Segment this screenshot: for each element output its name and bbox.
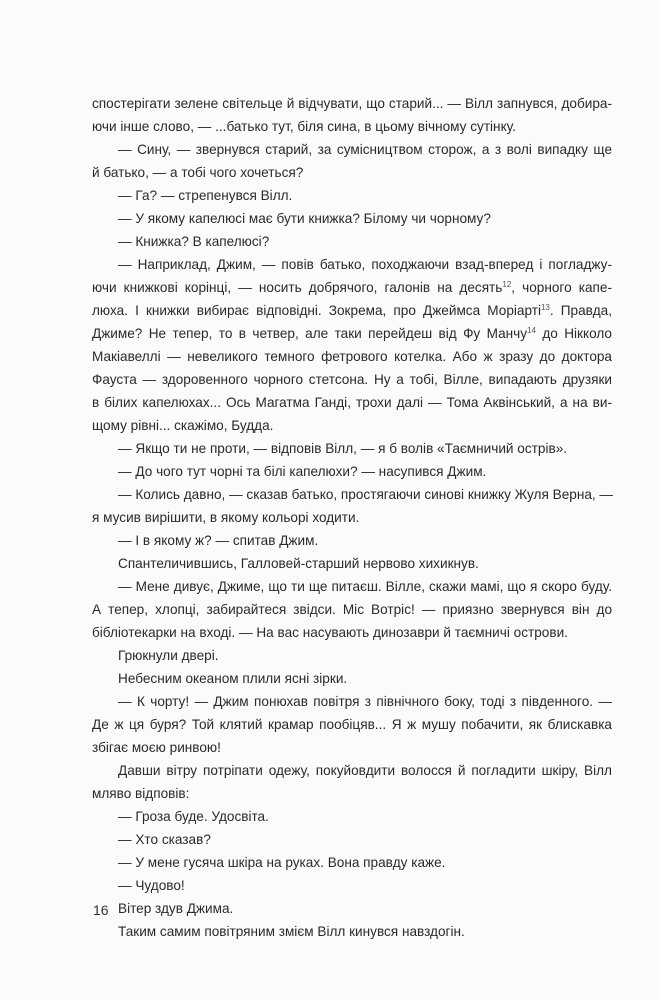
text-line [92, 276, 612, 299]
text-line: Небесним океаном плили ясні зірки. [118, 671, 348, 686]
text-line: — Чудово! [118, 878, 185, 893]
text-line: — До чого тут чорні та білі капелюхи? — насупився Джим. [118, 464, 487, 479]
text-line: — Га? — стрепенувся Вілл. [118, 188, 293, 203]
page-number: 16 [93, 902, 109, 918]
text-line: — У мене гусяча шкіра на руках. Вона правду каже. [118, 855, 446, 870]
text-line: — Мене дивує, Джиме, що ти ще питаєш. Вілле, скажи мамі, що я скоро буду. [118, 579, 612, 594]
text-line: ючи інше слово, — ...батько тут, біля сина, в цьому вічному сутінку. [92, 119, 516, 134]
text-line: — К чорту! — Джим понюхав повітря з північного боку, тоді з південного. — [118, 694, 612, 709]
text-line: Макіавеллі — невеликого темного фетрового котелка. Або ж зразу до доктора [92, 349, 612, 364]
text-fragment: , чорного капе- [511, 280, 612, 295]
text-line [92, 299, 612, 322]
text-line: — Сину, — звернувся старий, за сумісництвом сторож, а з волі випадку ще [118, 142, 612, 157]
text-line: А тепер, хлопці, забирайтеся звідси. Міс Вотріс! — приязно звернувся він до [92, 602, 612, 617]
text-line: Де ж ця буря? Той клятий крамар пообіцяв... Я ж мушу побачити, як блискавка [92, 717, 612, 732]
text-fragment: люха. І книжки вибирає відповідні. Зокрема, про Джеймса Моріарті [92, 303, 541, 318]
text-fragment: Джиме? Не тепер, то в четвер, але таки перейдеш від Фу Манчу [92, 326, 528, 341]
text-line: — Гроза буде. Удосвіта. [118, 809, 269, 824]
text-line: мляво відповів: [92, 786, 190, 801]
text-line: — Хто сказав? [118, 832, 211, 847]
text-line: — І в якому ж? — спитав Джим. [118, 533, 319, 548]
text-line: спостерігати зелене світельце й відчувати, що старий... — Вілл запнувся, добира- [92, 96, 612, 111]
text-line: збігає моєю ринвою! [92, 740, 221, 755]
text-line: бібліотекарки на вході. — На вас насувають динозаври й таємничі острови. [92, 625, 568, 640]
text-line: — Книжка? В капелюсі? [118, 234, 270, 249]
text-segment [92, 326, 612, 341]
text-line: Давши вітру потріпати одежу, покуйовдити волосся й погладити шкіру, Вілл [118, 763, 612, 778]
text-line: — У якому капелюсі має бути книжка? Білому чи чорному? [118, 211, 491, 226]
footnote-ref-12: 12 [502, 280, 512, 289]
text-segment [92, 280, 612, 295]
footnote-ref-14: 14 [527, 326, 536, 335]
text-line [92, 322, 612, 345]
text-line: в білих капелюхах... Ось Магатма Ганді, трохи далі — Тома Аквінський, а на ви- [92, 395, 612, 410]
footnote-ref-13: 13 [540, 303, 550, 312]
text-fragment: ючи книжкові корінці, — носить добрячого, галонів на десять [92, 280, 503, 295]
text-line: Вітер здув Джима. [118, 901, 234, 916]
text-line: я мусив вирішити, в якому кольорі ходити. [92, 510, 360, 525]
text-line: й батько, — а тобі чого хочеться? [92, 165, 304, 180]
text-fragment: до Нікколо [535, 326, 612, 341]
text-line: Спантеличившись, Галловей-старший нервово хихикнув. [118, 556, 479, 571]
text-line: Таким самим повітряним змієм Вілл кинувся навздогін. [118, 924, 465, 939]
text-line: Фауста — здоровенного чорного стетсона. Ну а тобі, Вілле, випадають друзяки [92, 372, 612, 387]
text-line: — Наприклад, Джим, — повів батько, походжаючи взад-вперед і погладжу- [118, 257, 612, 272]
text-line: Грюкнули двері. [118, 648, 219, 663]
text-line: щому рівні... скажімо, Будда. [92, 418, 274, 433]
body-text [92, 92, 612, 943]
text-fragment: . Правда, [549, 303, 612, 318]
text-line: — Колись давно, — сказав батько, простягаючи синові книжку Жуля Верна, — [118, 487, 614, 502]
text-line: — Якщо ти не проти, — відповів Вілл, — я б волів «Таємничий острів». [118, 441, 568, 456]
text-segment [92, 303, 612, 318]
